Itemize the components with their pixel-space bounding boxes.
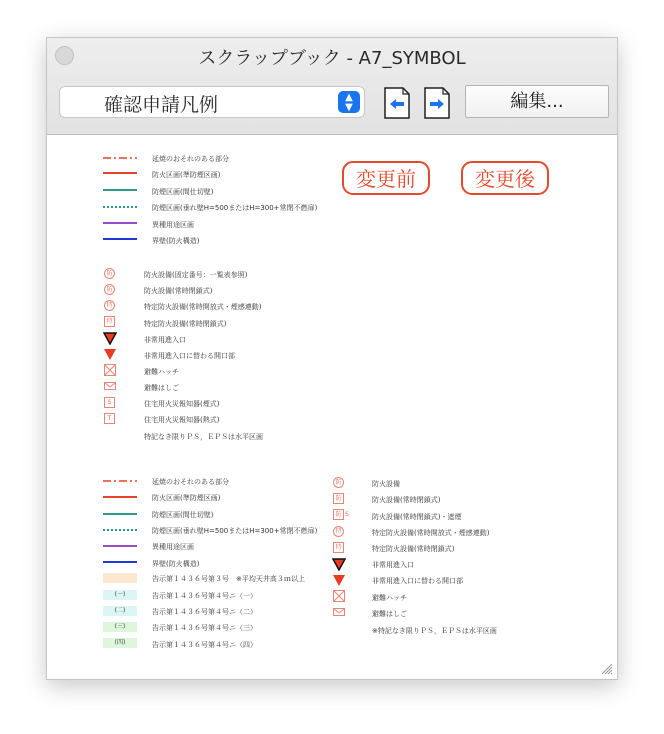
- edit-button[interactable]: 編集...: [465, 85, 609, 118]
- title-bar: [47, 38, 617, 135]
- heat-detector-symbol: T: [104, 413, 115, 424]
- before-change-badge: 変更前: [342, 161, 430, 195]
- fire-equipment-symbol: 防: [333, 477, 344, 488]
- alternative-opening-icon: [333, 575, 345, 586]
- legend-label: 避難ハッチ: [144, 368, 179, 376]
- swatch-no4-2: (二): [103, 606, 137, 616]
- evacuation-ladder-icon: [104, 382, 116, 390]
- legend-label: 防火設備(常時閉鎖式): [372, 496, 441, 504]
- legend-label: 避難ハッチ: [372, 594, 407, 602]
- legend-label: 防火設備(常時閉鎖式): [144, 287, 213, 295]
- legend-note: ※特記なき限りＰＳ，ＥＰＳは水平区画: [372, 627, 497, 635]
- window-title: スクラップブック - A7_SYMBOL: [198, 48, 466, 69]
- legend-label: 界壁(防火構造): [152, 237, 200, 245]
- legend-label: 防火設備(常時閉鎖式)・遮煙: [372, 513, 462, 521]
- legend-label: 防煙区画(間仕切壁): [152, 188, 214, 196]
- legend-label: 住宅用火災報知器(熱式): [144, 416, 220, 424]
- swatch-no4-4: (四): [103, 638, 137, 648]
- swatch-no4-1: (一): [103, 590, 137, 600]
- smoke-suffix-label: S: [345, 511, 349, 518]
- legend-label: 告示第１４３６号第３号 ※平均天井高３ｍ以上: [152, 575, 305, 583]
- legend-label: 特定防火設備(常時閉鎖式): [144, 320, 227, 328]
- legend-label: 防火設備: [372, 480, 400, 488]
- scrap-select-popup[interactable]: [59, 86, 365, 118]
- special-fire-equipment-symbol: 特: [333, 526, 344, 537]
- legend-label: 住宅用火災報知器(煙式): [144, 400, 220, 408]
- popup-value: 確認申請凡例: [104, 94, 219, 116]
- fire-equipment-smoke-symbol: 防: [333, 509, 344, 520]
- legend-label: 防煙区画(垂れ壁H=500またはH=300+常閉不燃扉): [152, 527, 318, 535]
- legend-label: 告示第１４３６号第４号ニ（三）: [152, 624, 257, 632]
- after-change-badge: 変更後: [461, 161, 549, 195]
- evacuation-hatch-icon: [104, 364, 116, 376]
- legend-label: 告示第１４３６号第４号ニ（二）: [152, 608, 257, 616]
- scrap-content: [47, 135, 617, 679]
- special-fire-equipment-closed-symbol: 特: [104, 316, 115, 327]
- legend-label: 非常用進入口: [144, 336, 186, 344]
- previous-page-button[interactable]: [383, 86, 411, 120]
- legend-label: 防煙区画(垂れ壁H=500またはH=300+常閉不燃扉): [152, 204, 318, 212]
- legend-label: 非常用進入口に替わる開口部: [144, 352, 235, 360]
- swatch-no4-3: (三): [103, 622, 137, 632]
- swatch-no3: [103, 573, 137, 583]
- legend-label: 防火設備(固定番号：一覧表参照): [144, 271, 248, 279]
- legend-label: 特定防火設備(常時開放式・煙感連動): [144, 303, 262, 311]
- evacuation-ladder-icon: [333, 608, 345, 616]
- line-legend-swatches: [101, 154, 141, 240]
- legend-label: 避難はしご: [144, 384, 179, 392]
- legend-label: 避難はしご: [372, 610, 407, 618]
- legend-label: 告示第１４３６号第４号ニ（一）: [152, 592, 257, 600]
- legend-label: 防火区画(準防煙区画): [152, 494, 221, 502]
- fire-equipment-closed-symbol: 防: [104, 284, 115, 295]
- legend-label: 告示第１４３６号第４号ニ（四）: [152, 641, 257, 649]
- legend-label: 延焼のおそれのある部分: [152, 478, 229, 486]
- alternative-opening-icon: [104, 349, 116, 360]
- legend-label: 特定防火設備(常時閉鎖式): [372, 545, 455, 553]
- special-fire-equipment-symbol: 特: [104, 300, 115, 311]
- emergency-entrance-icon: [332, 558, 346, 571]
- special-fire-equipment-closed-symbol: 特: [333, 542, 344, 553]
- scrapbook-window: [46, 37, 618, 680]
- legend-label: 非常用進入口に替わる開口部: [372, 577, 463, 585]
- legend-note: 特記なき限りＰＳ，ＥＰＳは水平区画: [144, 433, 263, 441]
- next-page-button[interactable]: [423, 86, 451, 120]
- fire-equipment-closed-symbol: 防: [333, 493, 344, 504]
- resize-grip-icon[interactable]: [599, 661, 613, 675]
- smoke-detector-symbol: S: [104, 397, 115, 408]
- legend-label: 防煙区画(間仕切壁): [152, 511, 214, 519]
- legend-label: 延焼のおそれのある部分: [152, 155, 229, 163]
- line-legend-swatches-2: [101, 477, 141, 563]
- fire-equipment-symbol: 防: [104, 268, 115, 279]
- legend-label: 異種用途区画: [152, 543, 194, 551]
- legend-label: 非常用進入口: [372, 561, 414, 569]
- legend-label: 異種用途区画: [152, 221, 194, 229]
- evacuation-hatch-icon: [333, 590, 345, 602]
- legend-label: 界壁(防火構造): [152, 560, 200, 568]
- legend-label: 防火区画(準防煙区画): [152, 171, 221, 179]
- legend-label: 特定防火設備(常時開放式・煙感連動): [372, 529, 490, 537]
- updown-chevron-icon: ▲ ▼: [338, 91, 360, 113]
- emergency-entrance-icon: [103, 332, 117, 345]
